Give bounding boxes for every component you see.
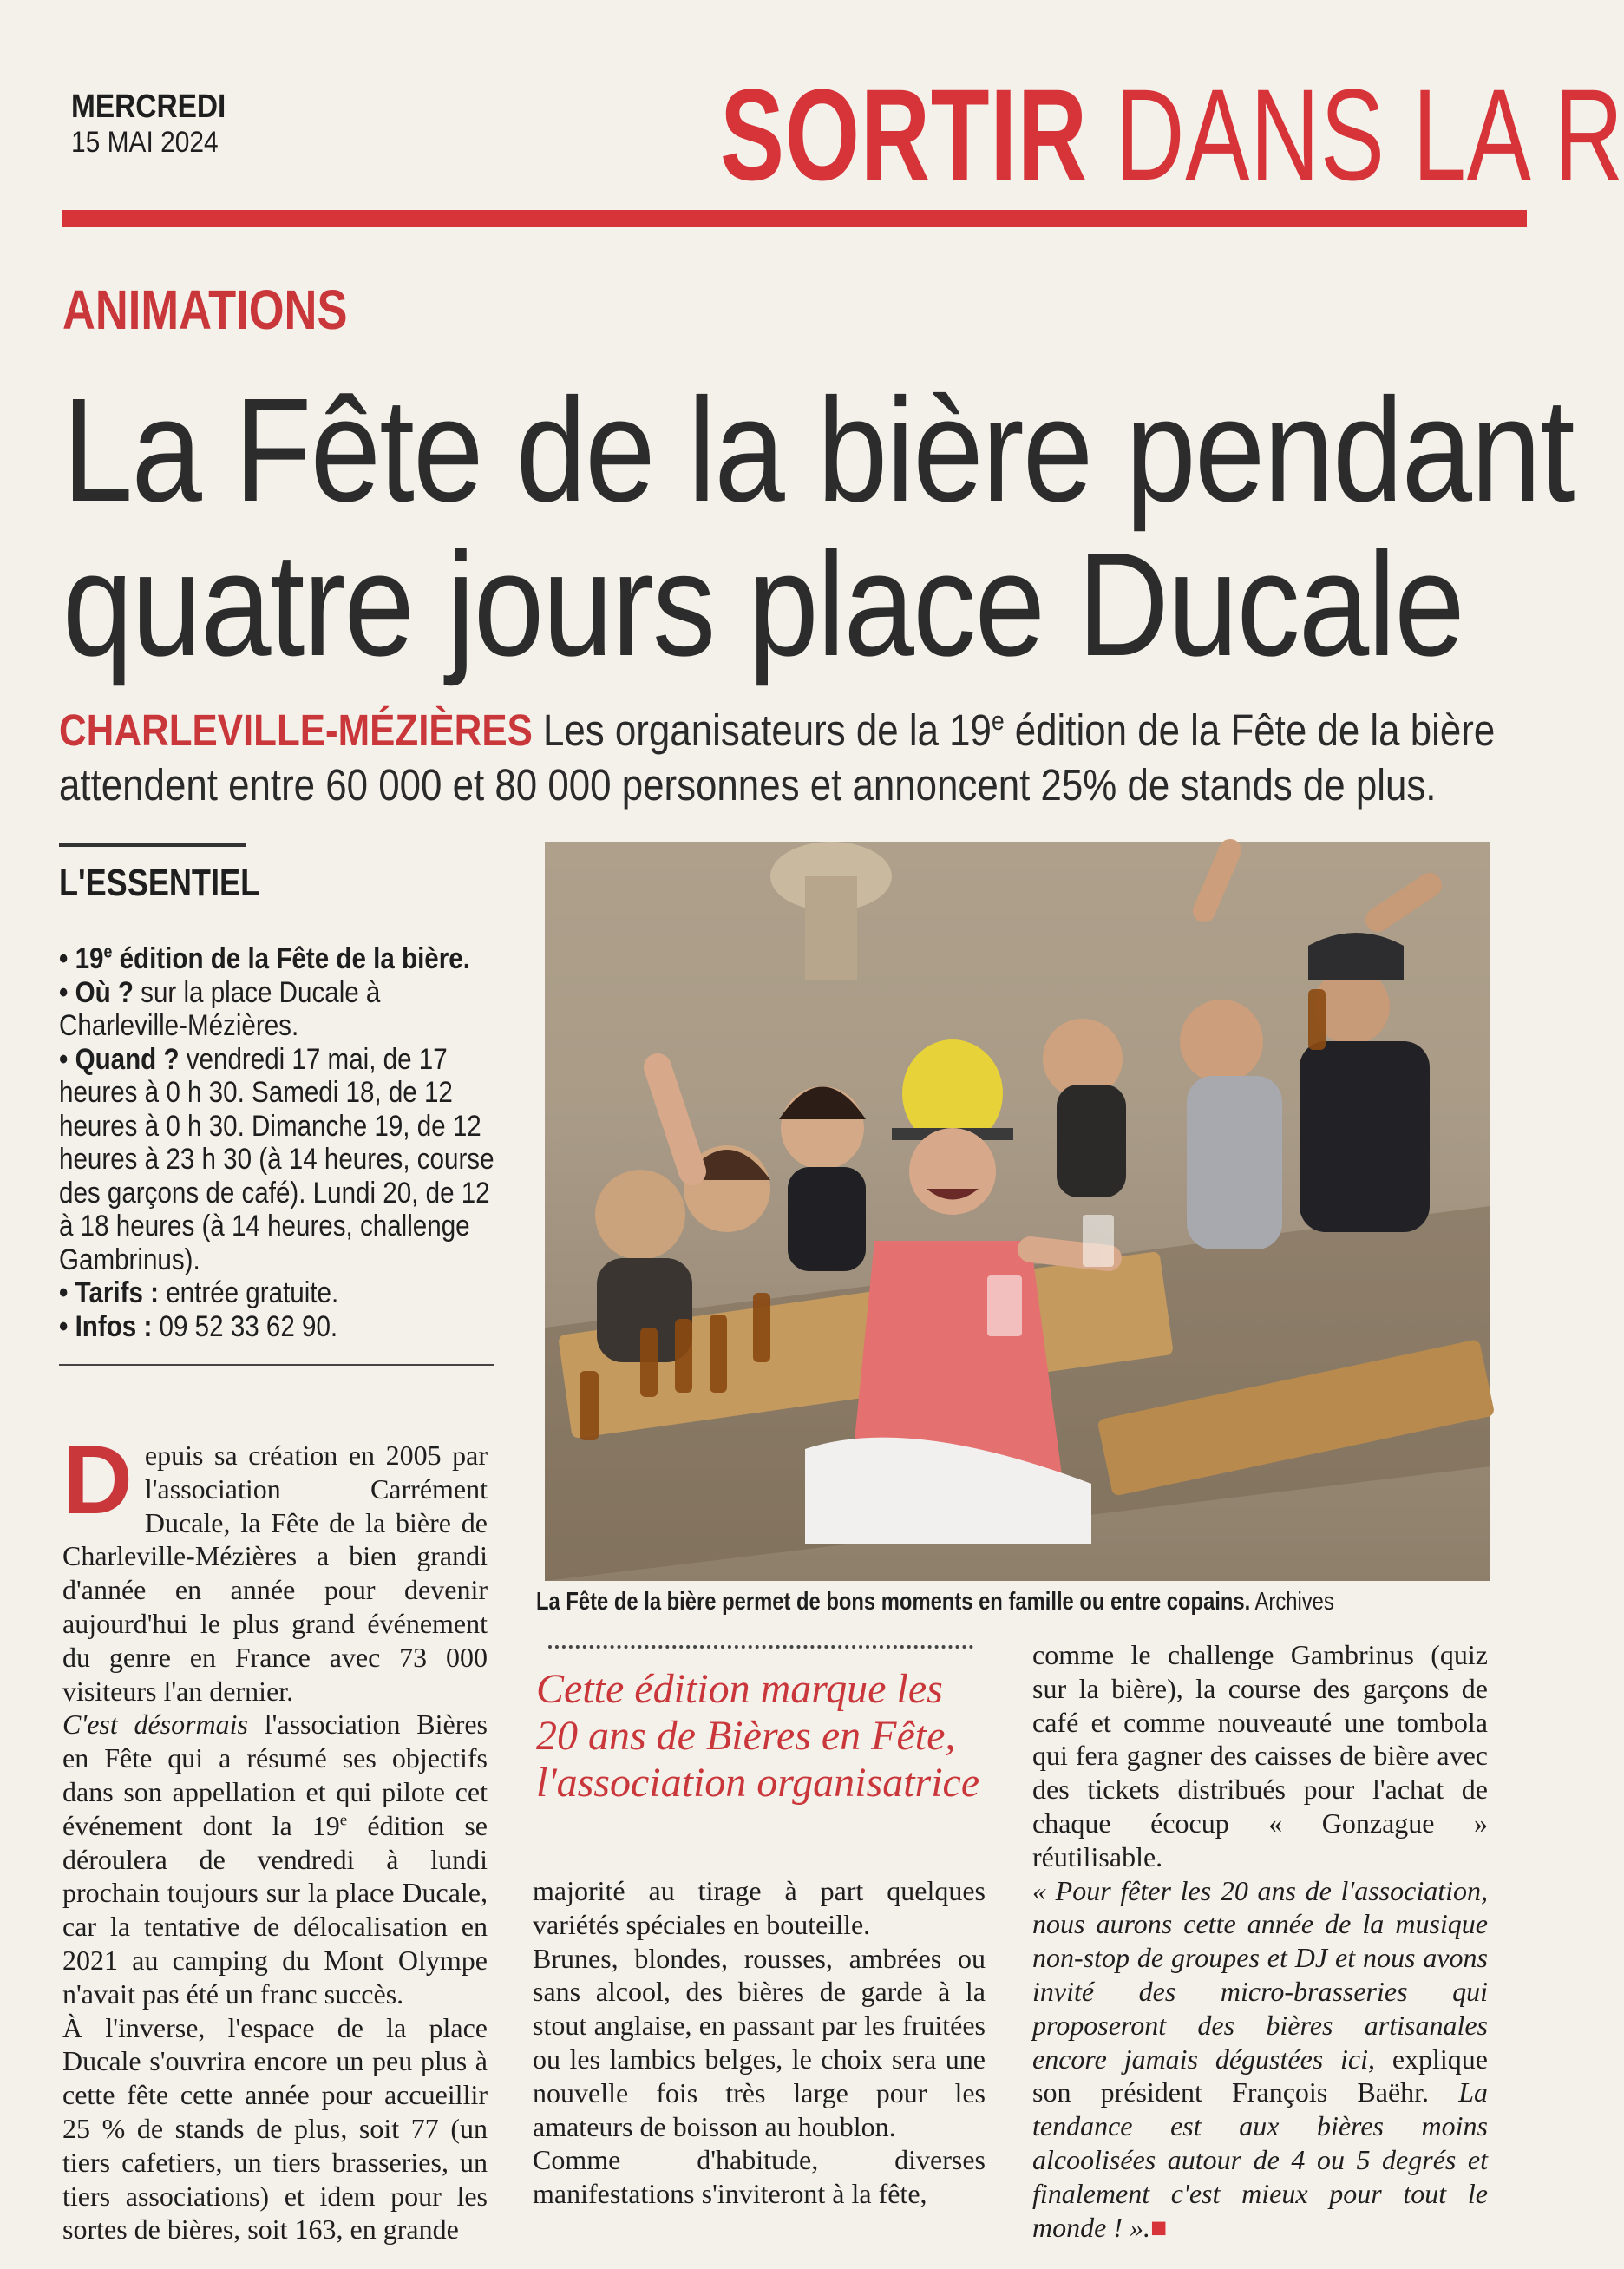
essentiel-info	[59, 1310, 497, 1344]
body-paragraph-8	[1032, 1874, 1488, 2245]
pull-quote: Cette édition marque les 20 ans de Bières en Fête, l'association organisatrice	[536, 1666, 980, 1806]
p2-text-a: l'association Bières en Fête qui a résumé ses objectifs dans son appellation et qui pilote cet événement dont la 19	[62, 1708, 488, 1841]
essentiel-edition	[59, 942, 497, 976]
article-standfirst	[59, 703, 1499, 812]
essentiel-where	[59, 976, 497, 1043]
section-title	[720, 62, 1624, 207]
body-paragraph-1: epuis sa création en 2005 par l'association Carrément Ducale, la Fête de la bière de Charleville-Mézières a bien grandi d'année en année pour devenir aujourd'hui le plus grand événement du genre en France avec 73 000 visiteurs l'an dernier.	[62, 1439, 488, 1707]
caption-text: La Fête de la bière permet de bons moments en famille ou entre copains.	[536, 1588, 1251, 1616]
quote-italic-a: « Pour fêter les 20 ans de l'association, nous aurons cette année de la musique non-stop de groupes et DJ et nous avons invité des micro-brasseries qui proposeront des bières artisanales encore jamais dégustées ici,	[1032, 1874, 1488, 2075]
headline-line-1: La Fête de la bière pendant	[62, 368, 1574, 533]
prices-value: entrée gratuite.	[159, 1276, 339, 1309]
end-mark-icon: ■	[1149, 2211, 1168, 2243]
body-paragraph-6: Comme d'habitude, diverses manifestations s'inviteront à la fête,	[533, 2144, 986, 2210]
edition-bullet: • 19	[59, 942, 104, 975]
p2-sup: e	[339, 1811, 348, 1830]
standfirst-text-2: édition de la Fête de la bière attendent entre 60 000 et 80 000 personnes et annoncent 25% de stands de plus.	[59, 705, 1496, 810]
essentiel-list	[59, 942, 497, 1343]
standfirst-sup: e	[991, 706, 1005, 736]
crowd-photo-illustration	[545, 842, 1490, 1581]
issue-day: MERCREDI	[71, 89, 226, 125]
info-key: • Infos :	[59, 1309, 153, 1343]
p2-text-b: édition se déroulera de vendredi à lundi prochain toujours sur la place Ducale, car la tentative de délocalisation en 2021 au camping du Mont Olympe n'avait pas été un franc succès.	[62, 1809, 488, 2010]
prices-key: • Tarifs :	[59, 1276, 160, 1309]
header-rule	[62, 210, 1527, 227]
body-paragraph-3: À l'inverse, l'espace de la place Ducale s'ouvrira encore un peu plus à cette fête cette année pour accueillir 25 % de stands de plus, soit 77 (un tiers cafetiers, un tiers brasseries, un tiers associations) et idem pour les sortes de bières, soit 163, en grande	[62, 2011, 488, 2246]
essentiel-title: L'ESSENTIEL	[59, 862, 260, 904]
body-paragraph-7: comme le challenge Gambrinus (quiz sur la bière), la course des garçons de café et comme nouveauté une tombola qui fera gagner des caisses de bière avec des tickets distribués pour l'achat de chaque écocup « Gonzague » réutilisable.	[1032, 1639, 1488, 1872]
caption-credit: Archives	[1250, 1588, 1334, 1616]
edition-text: édition de la Fête de la bière.	[112, 942, 470, 975]
article-kicker: ANIMATIONS	[62, 279, 348, 341]
when-value: vendredi 17 mai, de 17 heures à 0 h 30. Samedi 18, de 12 heures à 0 h 30. Dimanche 19, de 12 heures à 23 h 30 (à 14 heures, course des garçons de café). Lundi 20, de 12 à 18 heures (à 14 heures, challenge Gambrinus).	[59, 1042, 494, 1276]
quote-italic-b: La tendance est aux bières moins alcoolisées autour de 4 ou 5 degrés et finalement c'est mieux pour tout le monde ! ».	[1032, 2076, 1488, 2243]
essentiel-prices	[59, 1276, 497, 1310]
body-paragraph-5: Brunes, blondes, rousses, ambrées ou sans alcool, des bières de garde à la stout anglaise, en passant par les fruitées ou les lambics belges, le choix sera une nouvelle fois très large pour les amateurs de boisson au houblon.	[533, 1942, 986, 2142]
edition-sup: e	[103, 942, 113, 962]
section-title-rest: DANS LA R	[1115, 62, 1624, 207]
where-value: sur la place Ducale à Charleville-Mézières.	[59, 975, 381, 1042]
when-key: • Quand ?	[59, 1042, 180, 1076]
body-paragraph-4: majorité au tirage à part quelques variétés spéciales en bouteille.	[533, 1875, 986, 1940]
info-value: 09 52 33 62 90.	[152, 1309, 338, 1343]
issue-date: 15 MAI 2024	[71, 126, 219, 159]
quote-attribution: explique son président François Baëhr.	[1032, 2043, 1489, 2108]
section-title-bold: SORTIR	[720, 62, 1088, 207]
drop-cap: D	[62, 1426, 133, 1534]
headline-line-2: quatre jours place Ducale	[62, 522, 1464, 687]
essentiel-when	[59, 1043, 497, 1277]
body-column-3	[1032, 1638, 1488, 2244]
where-key: • Où ?	[59, 975, 134, 1009]
body-column-1	[62, 1426, 488, 2246]
article-headline	[62, 368, 1574, 687]
body-paragraph-2	[62, 1708, 488, 2010]
article-photo	[545, 842, 1490, 1581]
standfirst-location: CHARLEVILLE-MÉZIÈRES	[59, 705, 533, 755]
pullquote-dotted-rule	[548, 1645, 973, 1649]
standfirst-text-1: Les organisateurs de la 19	[532, 705, 992, 755]
essentiel-top-rule	[59, 843, 246, 847]
photo-caption	[536, 1588, 1461, 1616]
p2-italic: C'est désormais	[62, 1708, 248, 1741]
essentiel-bottom-rule	[59, 1364, 494, 1366]
body-column-2	[533, 1874, 986, 2211]
